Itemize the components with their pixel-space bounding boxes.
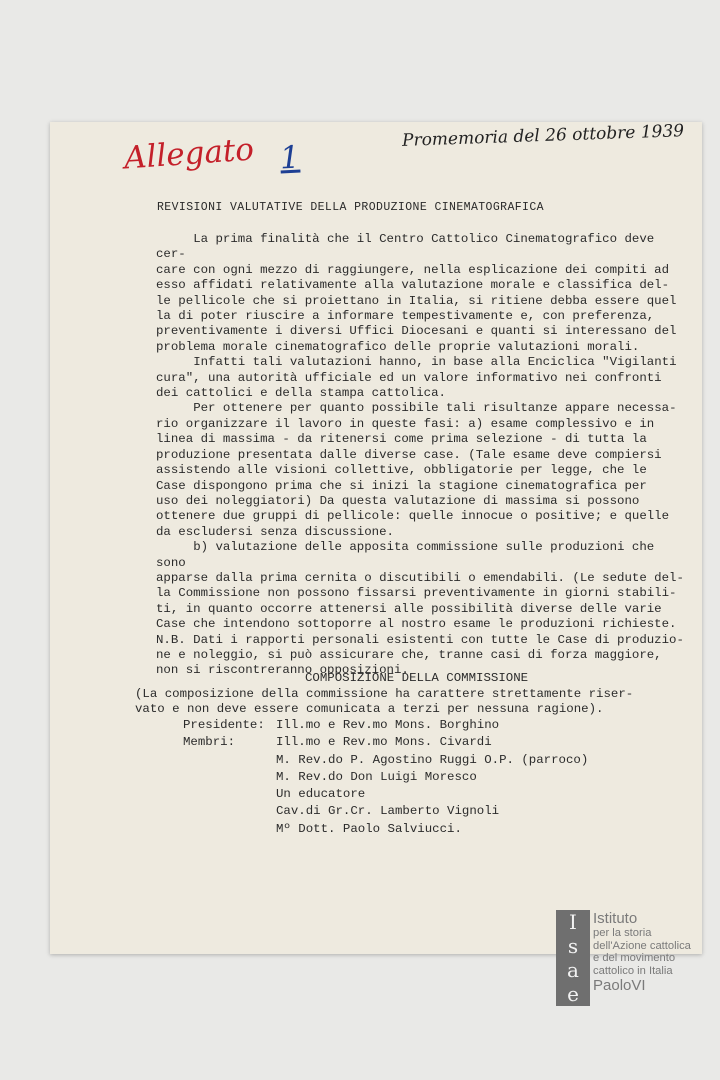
promemoria-handwritten-note: Promemoria del 26 ottobre 1939: [401, 121, 685, 151]
member-name: Cav.di Gr.Cr. Lamberto Vignoli: [276, 804, 500, 819]
document-body: [156, 232, 686, 679]
member-row: [183, 717, 588, 734]
member-row: [183, 821, 588, 838]
member-row: [183, 786, 588, 803]
logo-line: PaoloVI: [593, 977, 646, 995]
logo-line: cattolico in Italia: [593, 964, 673, 977]
logo-line: e del movimento: [593, 952, 676, 965]
member-row: [183, 769, 588, 786]
commission-members: [183, 717, 588, 838]
presidente-name: Ill.mo e Rev.mo Mons. Borghino: [276, 718, 500, 732]
allegato-number: 1: [279, 139, 301, 177]
member-name: M. Rev.do Don Luigi Moresco: [276, 769, 477, 784]
logo-line: dell'Azione cattolica: [593, 939, 691, 952]
paragraph: Per ottenere per quanto possibile tali risultanze appare necessa- rio organizzare il lavoro in queste fasi: a) esame complessivo e in linea di massima - da ritenersi come prima selezione - di tutta la produzione presentata dalle diverse case. (Tale esame deve compiersi assistendo alle visioni collettive, obbligatorie per legge, che le Case dispongono prima che si inizi la stagione cinematografica per uso dei noleggiatori) Da questa valutazione di massima si possono ottenere due gruppi di pellicole: quelle innocue o positive; e quelle da escludersi senza discussione.: [156, 401, 677, 539]
member-name: M. Rev.do P. Agostino Ruggi O.P. (parroco): [276, 752, 589, 767]
logo-line: Istituto: [593, 910, 638, 927]
isacem-logo-text: [593, 910, 691, 994]
member-row: [183, 752, 588, 769]
member-name: Ill.mo e Rev.mo Mons. Civardi: [276, 735, 492, 750]
membri-label: Membri:: [183, 735, 236, 750]
presidente-label: Presidente:: [183, 718, 265, 732]
commission-note: (La composizione della commissione ha carattere strettamente riser- vato e non deve essere comunicata a terzi per nessuna ragione).: [135, 687, 634, 717]
member-row: [183, 734, 588, 751]
logo-line: per la storia: [593, 927, 652, 939]
paragraph: Infatti tali valutazioni hanno, in base alla Enciclica "Vigilanti cura", una autorità ufficiale ed un valore informativo nei confronti dei cattolici e della stampa cattolica.: [156, 355, 677, 401]
paragraph: La prima finalità che il Centro Cattolico Cinematografico deve cer- care con ogni mezzo di raggiungere, nella esplicazione dei compiti ad esso affidati relativamente alla valutazione morale e classifica del- le pellicole che si proiettano in Italia, si ritiene debba essere quel la di poter riuscire a informare tempestivamente e, con preferenza, preventivamente i diversi Uffici Diocesani e quanti si interessano del problema morale cinematografico delle proprie valutazioni morali.: [156, 232, 677, 354]
isacem-logo: [556, 910, 696, 1010]
commission-heading: COMPOSIZIONE DELLA COMMISSIONE: [305, 671, 529, 685]
paragraph: b) valutazione delle apposita commissione sulle produzioni che sono apparse dalla prima cernita o discutibili o emendabili. (Le sedute del- la Commissione non possono fissarsi preventivamente in giorni stabili- ti, in quanto occorre attenersi alle possibilità diverse delle varie Case che intendono sottoporre al nostro esame le produzioni richieste. N.B. Dati i rapporti personali esistenti con tutte le Case di produzio- ne e noleggio, si può assicurare che, tranne casi di forza maggiore, non si riscontreranno opposizioni.: [156, 540, 684, 678]
allegato-handwritten-label: Allegato: [122, 131, 256, 177]
member-name: Mº Dott. Paolo Salviucci.: [276, 821, 462, 836]
isacem-logo-mark: I s a e: [556, 910, 590, 1006]
member-name: Un educatore: [276, 787, 366, 802]
member-row: [183, 803, 588, 820]
document-title: REVISIONI VALUTATIVE DELLA PRODUZIONE CINEMATOGRAFICA: [157, 201, 544, 214]
